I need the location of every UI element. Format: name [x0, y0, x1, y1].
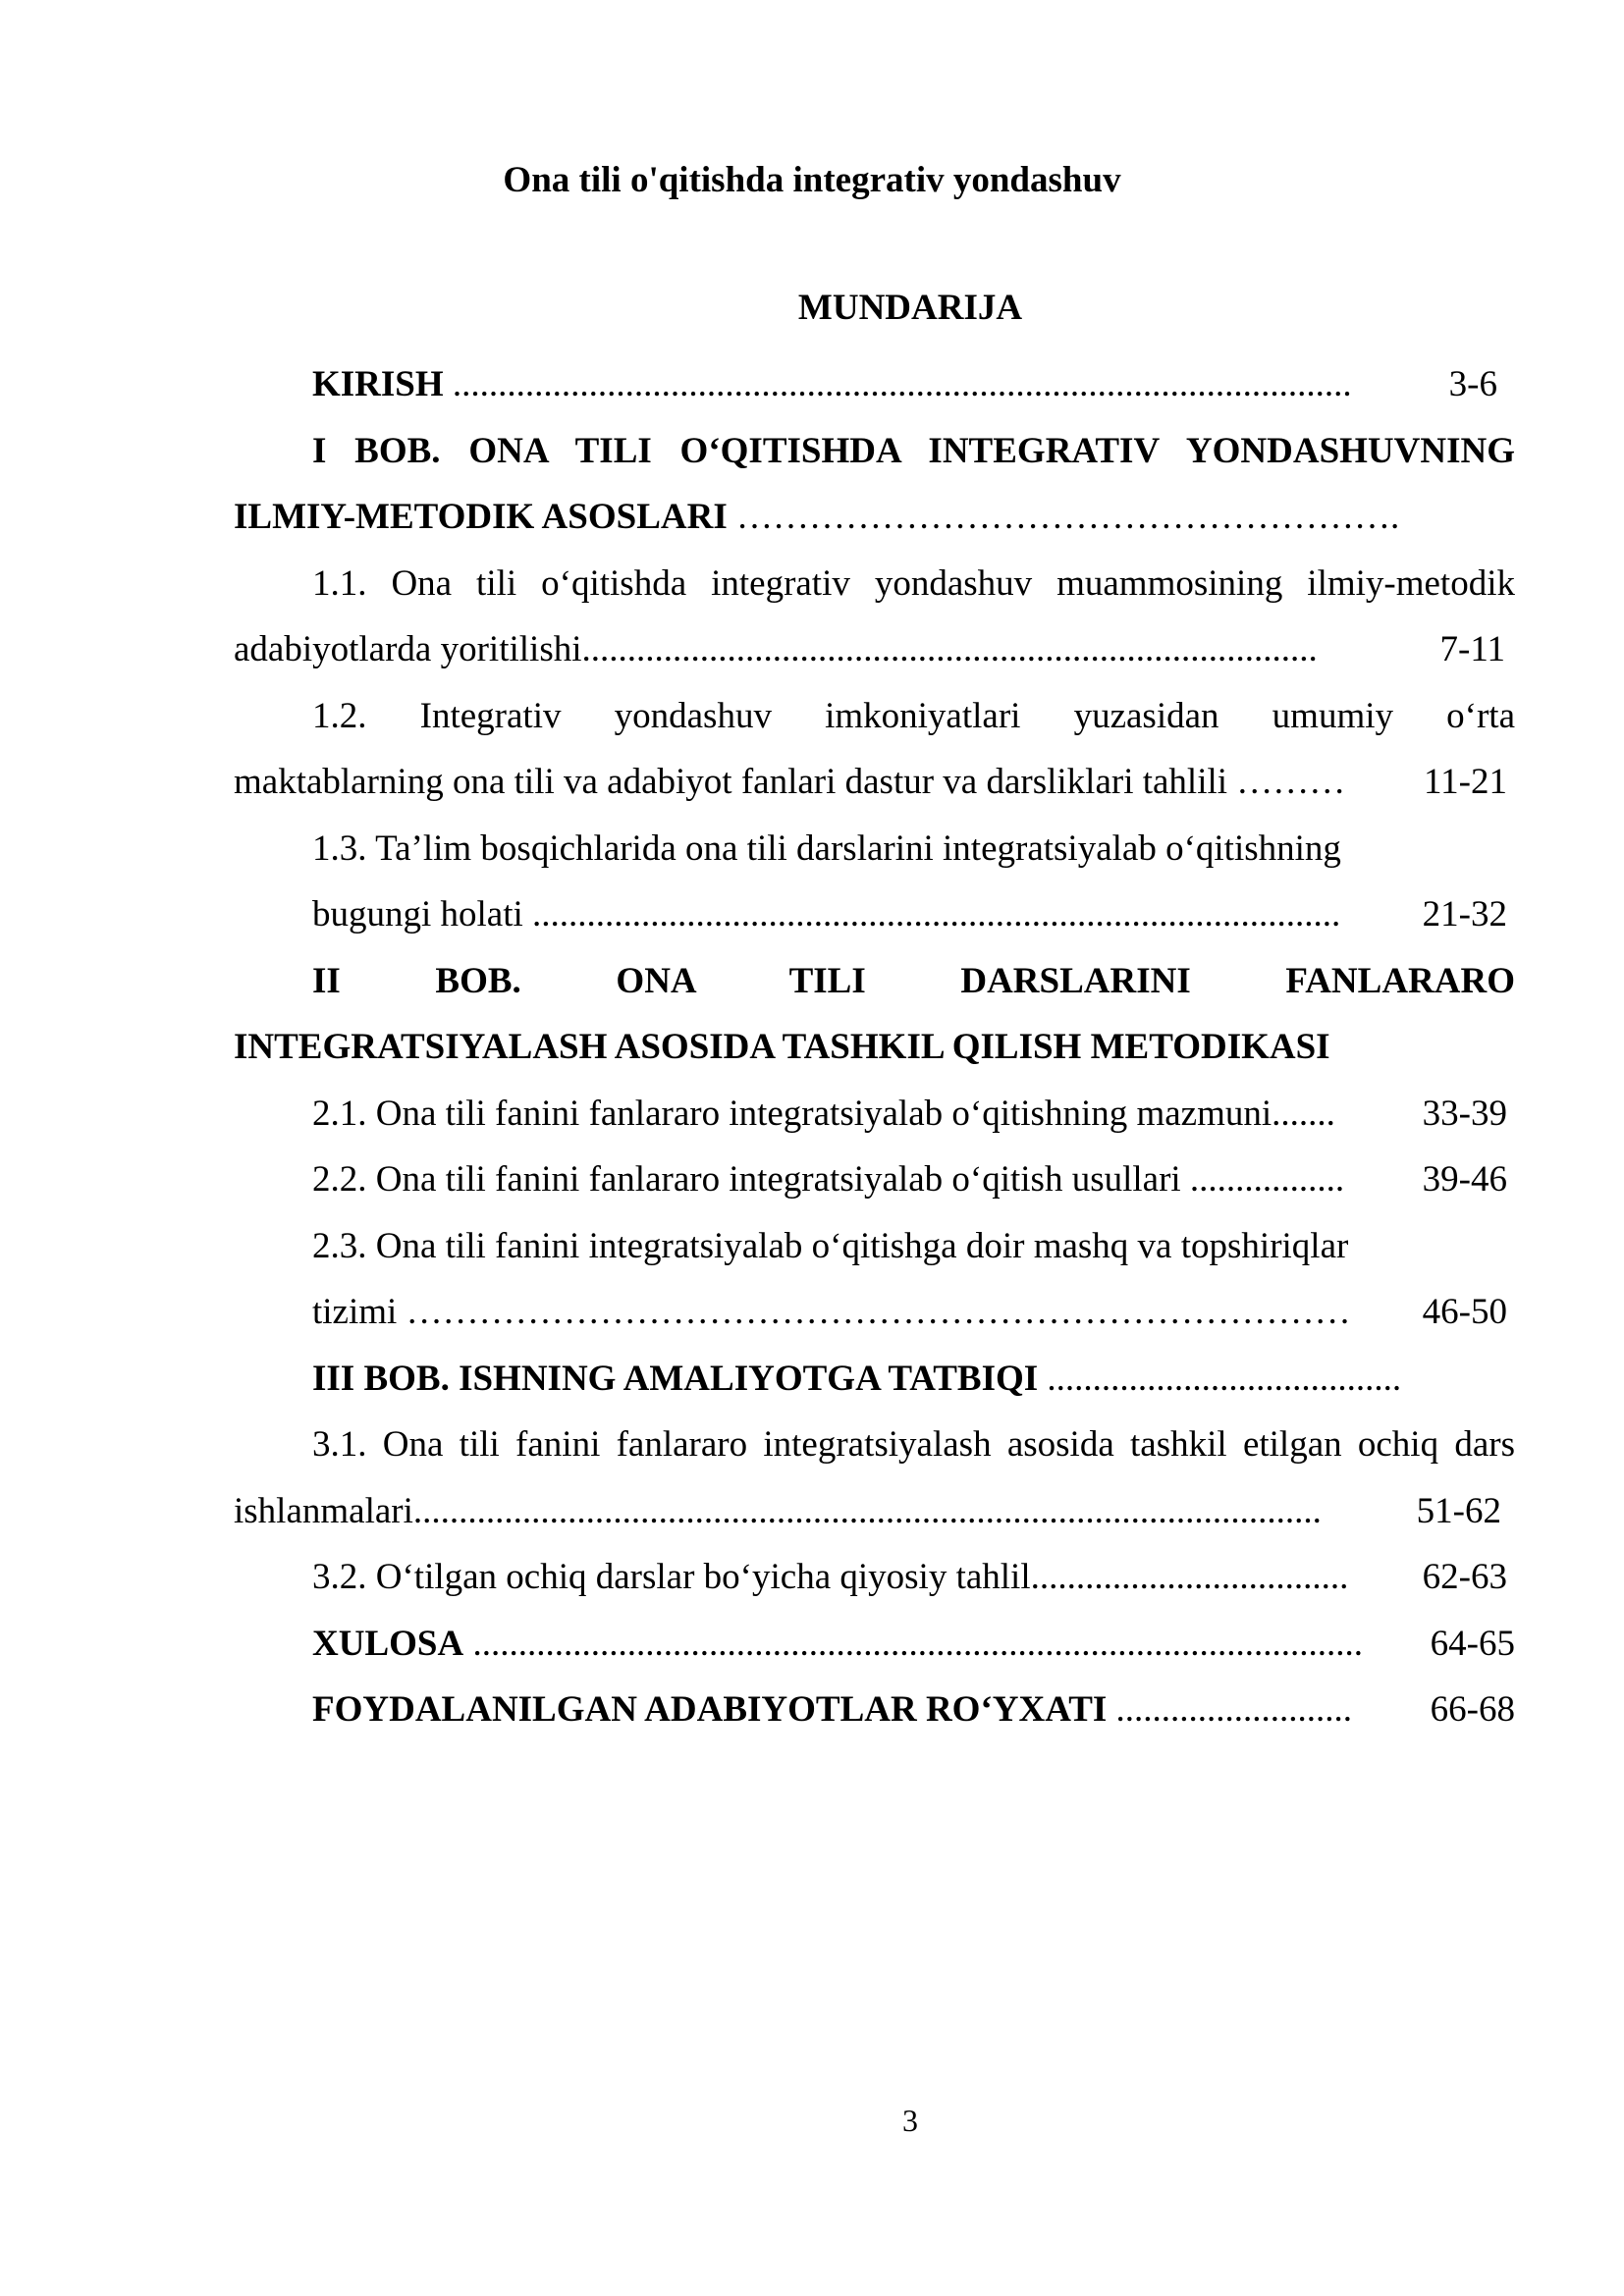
toc-section-1-3-line1[interactable]: 1.3. Ta’lim bosqichlarida ona tili darslarini integratsiyalab o‘qitishning	[312, 828, 1341, 869]
toc-section-3-2[interactable]	[234, 1544, 1515, 1611]
toc-text: 3.2. O‘tilgan ochiq darslar bo‘yicha qiyosiy tahlil...................................	[312, 1557, 1349, 1597]
toc-page-range: 11-21	[1416, 749, 1507, 816]
toc-text: adabiyotlarda yoritilishi.................................................................................	[234, 629, 1318, 669]
toc-page-range: 66-68	[1423, 1677, 1515, 1743]
toc-label: FOYDALANILGAN ADABIYOTLAR RO‘YXATI	[312, 1689, 1108, 1730]
toc-leader-dots: ……………………………………………….	[727, 497, 1400, 537]
toc-section-3-1-line2[interactable]	[234, 1478, 1515, 1545]
toc-page-range: 64-65	[1423, 1611, 1515, 1678]
toc-chapter-2-line2[interactable]: INTEGRATSIYALASH ASOSIDA TASHKIL QILISH METODIKASI	[234, 1027, 1330, 1067]
toc-chapter-3[interactable]	[234, 1346, 1515, 1413]
toc-page-range: 21-32	[1415, 881, 1507, 948]
toc-section-1-1-line1[interactable]: 1.1. Ona tili o‘qitishda integrativ yondashuv muammosining ilmiy-metodik	[312, 562, 1515, 604]
toc-section-1-3-line2[interactable]	[234, 881, 1515, 948]
toc-section-1-2-line1[interactable]: 1.2. Integrativ yondashuv imkoniyatlari yuzasidan umumiy o‘rta	[312, 695, 1515, 736]
toc-text: 2.1. Ona tili fanini fanlararo integratsiyalab o‘qitishning mazmuni.......	[312, 1093, 1335, 1134]
toc-section-1-2-line2[interactable]	[234, 749, 1515, 816]
contents-heading: MUNDARIJA	[797, 288, 1023, 328]
toc-label: KIRISH	[312, 364, 444, 404]
toc-section-2-3-line2[interactable]	[234, 1279, 1515, 1346]
page-number: 3	[902, 2103, 918, 2138]
toc-entry-kirish[interactable]	[234, 351, 1515, 418]
toc-text: tizimi ……………………………………………………………………	[312, 1292, 1351, 1332]
document-title: Ona tili o'qitishda integrativ yondashuv	[503, 160, 1121, 200]
toc-text: maktablarning ona tili va adabiyot fanlari dastur va darsliklari tahlili ………	[234, 762, 1346, 802]
toc-leader-dots: ..................................................................................................	[463, 1623, 1363, 1664]
toc-chapter-1-line2[interactable]	[234, 484, 1515, 551]
toc-label: XULOSA	[312, 1623, 464, 1664]
toc-text: ishlanmalari....................................................................................................	[234, 1490, 1322, 1531]
toc-label: ILMIY-METODIK ASOSLARI	[234, 497, 728, 537]
toc-section-2-2[interactable]	[234, 1147, 1515, 1213]
table-of-contents	[234, 351, 1515, 1743]
toc-section-1-1-line2[interactable]	[234, 616, 1515, 683]
toc-entry-references[interactable]	[234, 1677, 1515, 1743]
toc-page-range: 51-62	[1409, 1478, 1501, 1545]
toc-text: bugungi holati .........................................................................................	[312, 894, 1341, 934]
toc-page-range: 62-63	[1415, 1544, 1507, 1611]
toc-page-range: 39-46	[1415, 1147, 1507, 1213]
toc-page-range: 33-39	[1415, 1081, 1507, 1148]
toc-page-range: 3-6	[1441, 351, 1497, 418]
toc-leader-dots: .......................................	[1038, 1358, 1402, 1399]
toc-leader-dots: ...................................................................................................	[443, 364, 1352, 404]
toc-leader-dots: ..........................	[1107, 1689, 1353, 1730]
toc-chapter-1-line1[interactable]: I BOB. ONA TILI O‘QITISHDA INTEGRATIV YONDASHUVNING	[312, 430, 1515, 471]
toc-chapter-2-line1[interactable]: II BOB. ONA TILI DARSLARINI FANLARARO	[312, 960, 1515, 1001]
toc-label: III BOB. ISHNING AMALIYOTGA TATBIQI	[312, 1358, 1039, 1399]
toc-section-3-1-line1[interactable]: 3.1. Ona tili fanini fanlararo integratsiyalash asosida tashkil etilgan ochiq dars	[312, 1424, 1515, 1465]
toc-section-2-1[interactable]	[234, 1081, 1515, 1148]
toc-section-2-3-line1[interactable]: 2.3. Ona tili fanini integratsiyalab o‘qitishga doir mashq va topshiriqlar	[312, 1225, 1349, 1266]
toc-text: 2.2. Ona tili fanini fanlararo integratsiyalab o‘qitish usullari .................	[312, 1159, 1345, 1200]
toc-page-range: 7-11	[1433, 616, 1505, 683]
toc-entry-xulosa[interactable]	[234, 1611, 1515, 1678]
toc-page-range: 46-50	[1415, 1279, 1507, 1346]
